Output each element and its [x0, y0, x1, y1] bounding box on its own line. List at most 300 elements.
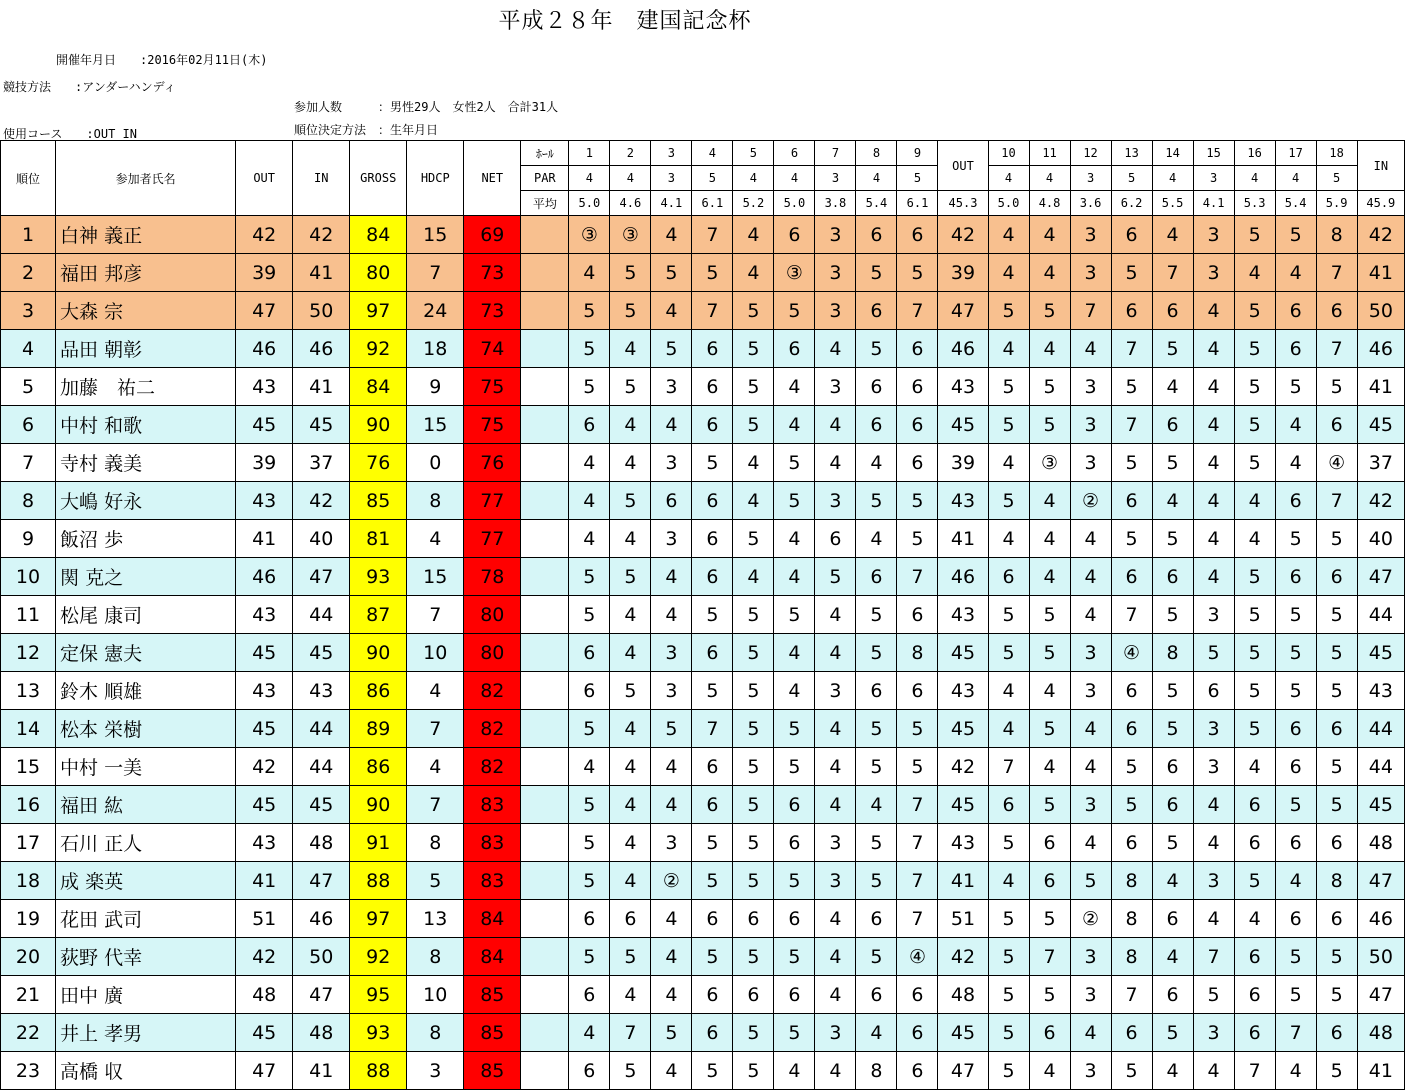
hole-score: 6	[897, 368, 938, 406]
gross-score: 93	[350, 558, 407, 596]
header-name: 参加者氏名	[56, 141, 236, 216]
hole-score: ③	[569, 216, 610, 254]
hole-score: 4	[1029, 330, 1070, 368]
hole-score: ③	[1029, 444, 1070, 482]
hole-score: 7	[1111, 406, 1152, 444]
hole-score: 3	[1193, 254, 1234, 292]
in-score: 44	[293, 748, 350, 786]
hole-score: 5	[897, 710, 938, 748]
hole-score: 6	[610, 900, 651, 938]
player-row	[1, 786, 1405, 824]
average-value: 5.0	[569, 191, 610, 216]
handicap: 15	[407, 406, 464, 444]
hole-score: ②	[1070, 900, 1111, 938]
hole-score: 6	[988, 786, 1029, 824]
gross-score: 89	[350, 710, 407, 748]
header-hole-number: 12	[1070, 141, 1111, 166]
handicap: 4	[407, 748, 464, 786]
par-value: 3	[1070, 166, 1111, 191]
hole-score: 6	[815, 520, 856, 558]
hole-score: 6	[897, 1052, 938, 1090]
hole-score: 6	[692, 368, 733, 406]
hole-score: 4	[733, 558, 774, 596]
hole-score: 4	[856, 786, 897, 824]
out-score: 43	[236, 596, 293, 634]
hole-score: 4	[815, 786, 856, 824]
handicap: 7	[407, 786, 464, 824]
hole-score: 3	[815, 824, 856, 862]
hole-score: 5	[733, 1014, 774, 1052]
hole-score: 8	[1316, 862, 1357, 900]
handicap: 7	[407, 596, 464, 634]
hole-score: 4	[651, 938, 692, 976]
hole-score: ④	[1111, 634, 1152, 672]
hole-score: 5	[1316, 596, 1357, 634]
hole-score: 5	[733, 748, 774, 786]
in-score: 47	[293, 862, 350, 900]
hole-score: 7	[988, 748, 1029, 786]
hole-score: 5	[988, 824, 1029, 862]
hole-score: 5	[1275, 976, 1316, 1014]
hole-score: 6	[1234, 786, 1275, 824]
hole-score: 6	[1316, 406, 1357, 444]
header-hole-number: 14	[1152, 141, 1193, 166]
hole-score: 5	[1316, 786, 1357, 824]
net-score: 80	[464, 596, 521, 634]
hole-score: 6	[856, 900, 897, 938]
par-value: 4	[856, 166, 897, 191]
hole-score: 6	[1275, 330, 1316, 368]
hole-score: 4	[988, 444, 1029, 482]
header-hole-number: 1	[569, 141, 610, 166]
player-row	[1, 710, 1405, 748]
hole-score: 5	[1152, 824, 1193, 862]
hole-score: 3	[1193, 862, 1234, 900]
gross-score: 87	[350, 596, 407, 634]
player-name: 田中 廣	[56, 976, 236, 1014]
hole-score: 5	[1152, 520, 1193, 558]
hole-score: 7	[692, 216, 733, 254]
hole-score: 5	[1152, 672, 1193, 710]
hole-score: 4	[815, 330, 856, 368]
hole-score: 4	[1070, 710, 1111, 748]
hole-score: 3	[651, 520, 692, 558]
header-out-total: OUT	[938, 141, 988, 191]
hole-score: 6	[1152, 292, 1193, 330]
hole-score: 5	[610, 482, 651, 520]
out-total: 43	[938, 672, 988, 710]
event-date: 開催年月日 :2016年02月11日(木)	[56, 53, 268, 67]
hole-score: 4	[1193, 900, 1234, 938]
out-score: 47	[236, 292, 293, 330]
header-hole-number: 13	[1111, 141, 1152, 166]
out-score: 51	[236, 900, 293, 938]
hole-score: 7	[897, 786, 938, 824]
hole-score: 6	[897, 672, 938, 710]
hole-score: 4	[1029, 482, 1070, 520]
par-value: 4	[610, 166, 651, 191]
par-value: 3	[815, 166, 856, 191]
out-total: 47	[938, 292, 988, 330]
hole-score: 4	[610, 786, 651, 824]
header-hole-number: 15	[1193, 141, 1234, 166]
hole-score: 3	[1193, 216, 1234, 254]
hole-score: 4	[1234, 482, 1275, 520]
out-total: 51	[938, 900, 988, 938]
average-value: 6.1	[897, 191, 938, 216]
handicap: 7	[407, 254, 464, 292]
hole-score: 4	[1152, 368, 1193, 406]
hole-score: 5	[692, 596, 733, 634]
hole-score: 4	[569, 748, 610, 786]
hole-score: 6	[856, 292, 897, 330]
in-score: 46	[293, 330, 350, 368]
gross-score: 95	[350, 976, 407, 1014]
out-score: 39	[236, 444, 293, 482]
hole-score: 5	[651, 330, 692, 368]
net-score: 78	[464, 558, 521, 596]
average-value: 5.2	[733, 191, 774, 216]
rank-cell: 8	[1, 482, 56, 520]
hole-score: 6	[692, 634, 733, 672]
hole-score: 5	[569, 558, 610, 596]
hole-score: 4	[856, 520, 897, 558]
gross-score: 92	[350, 938, 407, 976]
hole-score: 6	[1152, 900, 1193, 938]
player-row	[1, 444, 1405, 482]
hole-score: 6	[1275, 558, 1316, 596]
hole-score: 4	[610, 444, 651, 482]
player-name: 高橋 収	[56, 1052, 236, 1090]
hole-score: 5	[856, 596, 897, 634]
net-score: 77	[464, 520, 521, 558]
hole-score: 5	[569, 786, 610, 824]
hole-score: 4	[1029, 558, 1070, 596]
hole-score: 5	[692, 1052, 733, 1090]
player-row	[1, 1014, 1405, 1052]
hole-score: 4	[988, 520, 1029, 558]
hole-score: 4	[733, 444, 774, 482]
blank-cell	[521, 672, 569, 710]
hole-score: 6	[1275, 710, 1316, 748]
average-value: 5.4	[1275, 191, 1316, 216]
gross-score: 92	[350, 330, 407, 368]
header-hdcp: HDCP	[407, 141, 464, 216]
in-total: 37	[1357, 444, 1404, 482]
hole-score: 3	[651, 672, 692, 710]
net-score: 82	[464, 748, 521, 786]
player-name: 寺村 義美	[56, 444, 236, 482]
rank-cell: 10	[1, 558, 56, 596]
in-total: 41	[1357, 1052, 1404, 1090]
hole-score: 5	[1111, 786, 1152, 824]
blank-cell	[521, 330, 569, 368]
hole-score: 4	[610, 596, 651, 634]
hole-score: 5	[1234, 710, 1275, 748]
hole-score: 5	[733, 786, 774, 824]
hole-score: 6	[1111, 292, 1152, 330]
hole-score: 5	[856, 862, 897, 900]
net-score: 75	[464, 406, 521, 444]
net-score: 84	[464, 900, 521, 938]
hole-score: 6	[692, 976, 733, 1014]
hole-score: 5	[733, 634, 774, 672]
hole-score: 4	[610, 862, 651, 900]
hole-score: 4	[610, 976, 651, 1014]
hole-score: 5	[569, 330, 610, 368]
out-total: 45	[938, 786, 988, 824]
hole-score: 4	[815, 938, 856, 976]
player-name: 鈴木 順雄	[56, 672, 236, 710]
in-total: 42	[1357, 482, 1404, 520]
hole-score: 4	[774, 1052, 815, 1090]
hole-score: 4	[988, 862, 1029, 900]
rank-cell: 4	[1, 330, 56, 368]
participant-count: 参加人数 ：男性29人 女性2人 合計31人	[294, 100, 559, 114]
header-hole-number: 4	[692, 141, 733, 166]
in-score: 41	[293, 1052, 350, 1090]
hole-score: 5	[1275, 368, 1316, 406]
in-total: 50	[1357, 938, 1404, 976]
hole-score: 6	[1316, 824, 1357, 862]
hole-score: 5	[988, 292, 1029, 330]
hole-score: 4	[815, 1052, 856, 1090]
hole-score: 6	[569, 976, 610, 1014]
hole-score: 5	[856, 482, 897, 520]
gross-score: 90	[350, 634, 407, 672]
rank-cell: 19	[1, 900, 56, 938]
average-value: 5.0	[774, 191, 815, 216]
hole-score: 6	[897, 976, 938, 1014]
player-row	[1, 406, 1405, 444]
header-rank: 順位	[1, 141, 56, 216]
handicap: 0	[407, 444, 464, 482]
player-name: 白神 義正	[56, 216, 236, 254]
hole-score: 3	[815, 254, 856, 292]
hole-score: 5	[651, 254, 692, 292]
hole-score: 5	[856, 254, 897, 292]
header-hole-label: ﾎｰﾙ	[521, 141, 569, 166]
player-name: 加藤 祐二	[56, 368, 236, 406]
hole-score: 6	[569, 900, 610, 938]
hole-score: 5	[1275, 634, 1316, 672]
hole-score: 3	[1193, 748, 1234, 786]
in-score: 45	[293, 406, 350, 444]
hole-score: 4	[1275, 406, 1316, 444]
hole-score: 5	[569, 292, 610, 330]
hole-score: 5	[569, 710, 610, 748]
hole-score: 3	[1070, 368, 1111, 406]
hole-score: 3	[815, 216, 856, 254]
player-row	[1, 216, 1405, 254]
hole-score: 4	[774, 368, 815, 406]
gross-score: 84	[350, 368, 407, 406]
in-total: 43	[1357, 672, 1404, 710]
net-score: 85	[464, 1052, 521, 1090]
hole-score: 5	[774, 710, 815, 748]
average-value: 3.8	[815, 191, 856, 216]
gross-score: 86	[350, 672, 407, 710]
rank-cell: 20	[1, 938, 56, 976]
hole-score: 4	[569, 520, 610, 558]
hole-score: 6	[1152, 786, 1193, 824]
average-in-total: 45.9	[1357, 191, 1404, 216]
hole-score: 4	[1193, 482, 1234, 520]
gross-score: 91	[350, 824, 407, 862]
hole-score: 4	[651, 786, 692, 824]
hole-score: 6	[733, 900, 774, 938]
hole-score: 4	[1234, 520, 1275, 558]
hole-score: 6	[897, 330, 938, 368]
player-name: 松尾 康司	[56, 596, 236, 634]
hole-score: 6	[1316, 900, 1357, 938]
out-score: 42	[236, 216, 293, 254]
player-row	[1, 330, 1405, 368]
hole-score: 5	[569, 596, 610, 634]
hole-score: 5	[692, 444, 733, 482]
gross-score: 90	[350, 406, 407, 444]
hole-score: 4	[1029, 216, 1070, 254]
hole-score: 4	[988, 710, 1029, 748]
hole-score: 8	[897, 634, 938, 672]
hole-score: 3	[651, 444, 692, 482]
hole-score: 5	[610, 368, 651, 406]
hole-score: 5	[569, 938, 610, 976]
hole-score: 4	[774, 634, 815, 672]
in-score: 44	[293, 710, 350, 748]
hole-score: 5	[651, 710, 692, 748]
header-in-total: IN	[1357, 141, 1404, 191]
blank-cell	[521, 976, 569, 1014]
hole-score: 6	[1029, 1014, 1070, 1052]
handicap: 9	[407, 368, 464, 406]
hole-score: 5	[1234, 406, 1275, 444]
hole-score: 5	[1316, 634, 1357, 672]
blank-cell	[521, 558, 569, 596]
in-score: 40	[293, 520, 350, 558]
net-score: 73	[464, 254, 521, 292]
hole-score: 6	[988, 558, 1029, 596]
hole-score: 4	[1234, 748, 1275, 786]
hole-score: 5	[988, 634, 1029, 672]
hole-score: 6	[856, 406, 897, 444]
in-total: 47	[1357, 976, 1404, 1014]
handicap: 10	[407, 634, 464, 672]
blank-cell	[521, 444, 569, 482]
hole-score: 7	[1111, 976, 1152, 1014]
hole-score: 5	[1234, 444, 1275, 482]
hole-score: 5	[733, 672, 774, 710]
in-score: 41	[293, 254, 350, 292]
hole-score: 4	[815, 710, 856, 748]
hole-score: 4	[569, 1014, 610, 1052]
competition-method: 競技方法 :アンダーハンディ	[3, 80, 176, 94]
handicap: 13	[407, 900, 464, 938]
hole-score: 7	[692, 710, 733, 748]
blank-cell	[521, 292, 569, 330]
hole-score: 5	[988, 368, 1029, 406]
in-score: 45	[293, 634, 350, 672]
hole-score: 7	[1070, 292, 1111, 330]
blank-cell	[521, 634, 569, 672]
hole-score: 6	[692, 748, 733, 786]
hole-score: 3	[815, 368, 856, 406]
hole-score: 5	[1193, 976, 1234, 1014]
hole-score: 5	[1234, 672, 1275, 710]
hole-score: 5	[1152, 1014, 1193, 1052]
rank-cell: 15	[1, 748, 56, 786]
hole-score: 5	[856, 938, 897, 976]
hole-score: 5	[1316, 938, 1357, 976]
header-in: IN	[293, 141, 350, 216]
blank-cell	[521, 406, 569, 444]
hole-score: 5	[1234, 596, 1275, 634]
blank-cell	[521, 216, 569, 254]
hole-score: 6	[897, 596, 938, 634]
hole-score: 5	[1316, 520, 1357, 558]
player-row	[1, 900, 1405, 938]
hole-score: 4	[1070, 330, 1111, 368]
hole-score: 4	[610, 634, 651, 672]
hole-score: 4	[1029, 672, 1070, 710]
par-value: 5	[1316, 166, 1357, 191]
hole-score: 6	[897, 1014, 938, 1052]
rank-cell: 21	[1, 976, 56, 1014]
out-score: 39	[236, 254, 293, 292]
in-total: 41	[1357, 368, 1404, 406]
hole-score: 5	[774, 596, 815, 634]
par-value: 3	[651, 166, 692, 191]
in-score: 47	[293, 558, 350, 596]
header-hole-number: 3	[651, 141, 692, 166]
hole-score: 4	[733, 482, 774, 520]
hole-score: 5	[692, 824, 733, 862]
gross-score: 93	[350, 1014, 407, 1052]
player-name: 福田 紘	[56, 786, 236, 824]
hole-score: 4	[1070, 824, 1111, 862]
header-hole-number: 7	[815, 141, 856, 166]
hole-score: 6	[774, 900, 815, 938]
out-total: 42	[938, 938, 988, 976]
rank-cell: 12	[1, 634, 56, 672]
hole-score: 5	[988, 900, 1029, 938]
score-table-body	[1, 141, 1405, 1090]
hole-score: 4	[1234, 900, 1275, 938]
hole-score: 4	[988, 330, 1029, 368]
rank-cell: 9	[1, 520, 56, 558]
hole-score: 7	[897, 900, 938, 938]
hole-score: 3	[651, 634, 692, 672]
hole-score: ②	[651, 862, 692, 900]
in-total: 48	[1357, 824, 1404, 862]
hole-score: 3	[1070, 254, 1111, 292]
rank-cell: 17	[1, 824, 56, 862]
header-hole-number: 11	[1029, 141, 1070, 166]
hole-score: 7	[1111, 330, 1152, 368]
hole-score: 5	[1029, 786, 1070, 824]
handicap: 8	[407, 482, 464, 520]
hole-score: 4	[815, 748, 856, 786]
hole-score: 5	[774, 482, 815, 520]
hole-score: 5	[1029, 596, 1070, 634]
hole-score: 5	[1029, 292, 1070, 330]
hole-score: 4	[651, 596, 692, 634]
player-name: 荻野 代幸	[56, 938, 236, 976]
hole-score: 7	[897, 558, 938, 596]
hole-score: 4	[610, 520, 651, 558]
hole-score: 5	[897, 748, 938, 786]
hole-score: 4	[815, 444, 856, 482]
